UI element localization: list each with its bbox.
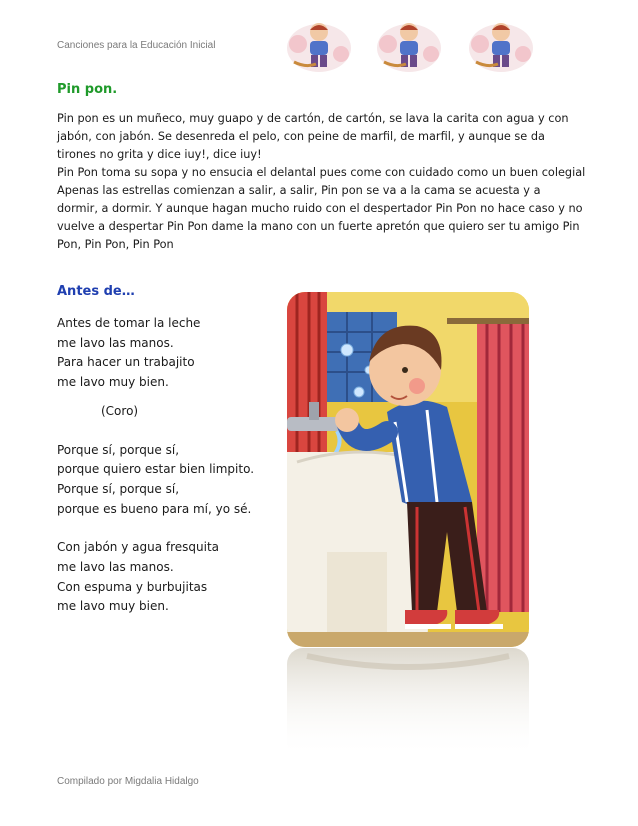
- verse-line: Antes de tomar la leche: [57, 316, 201, 330]
- song-lyrics-antes-de: [57, 314, 254, 617]
- verse-line: me lavo muy bien.: [57, 375, 169, 390]
- chorus-line: Porque sí, porque sí,: [57, 481, 180, 496]
- header-clipart-3: [468, 14, 534, 74]
- verse-line: Con jabón y agua fresquita: [57, 540, 220, 555]
- lyric-line: dormir, a dormir. Y aunque hagan mucho ruido con el despertador Pin Pon no hace caso y no: [57, 202, 583, 215]
- stanza-gap: [57, 519, 254, 538]
- verse-line: me lavo las manos.: [57, 560, 174, 575]
- lyric-line: tirones no grita y dice iuy!, dice iuy!: [57, 148, 262, 161]
- illustration-reflection: [287, 648, 529, 758]
- chorus-label: (Coro): [101, 403, 139, 418]
- page-header: Canciones para la Educación Inicial: [57, 40, 216, 51]
- boy-washing-hands-illustration: [287, 292, 529, 647]
- verse-line: Para hacer un trabajito: [57, 355, 195, 370]
- verse-line: Con espuma y burbujitas: [57, 579, 208, 594]
- page-footer: Compilado por Migdalia Hidalgo: [57, 776, 199, 787]
- chorus-line: porque quiero estar bien limpito.: [57, 462, 255, 477]
- chorus-line: Porque sí, porque sí,: [57, 442, 180, 457]
- verse-line: me lavo muy bien.: [57, 599, 169, 614]
- lyric-line: Pin pon es un muñeco, muy guapo y de cartón, de cartón, se lava la carita con agua y con: [57, 112, 569, 125]
- song-lyrics-pin-pon: [57, 110, 587, 254]
- lyric-line: Apenas las estrellas comienzan a salir, a salir, Pin pon se va a la cama se acuesta y a: [57, 184, 541, 197]
- lyric-line: jabón, con jabón. Se desenreda el pelo, con peine de marfil, de marfil, y aunque se da: [57, 130, 545, 143]
- verse-line: me lavo las manos.: [57, 335, 174, 350]
- lyric-line: Pon, Pin Pon, Pin Pon: [57, 238, 174, 251]
- lyric-line: Pin Pon toma su sopa y no ensucia el delantal pues come con cuidado como un buen colegial: [57, 166, 586, 179]
- stanza-gap: [57, 422, 254, 441]
- chorus-line: porque es bueno para mí, yo sé.: [57, 501, 252, 516]
- song-title-antes-de: Antes de…: [57, 284, 135, 299]
- lyric-line: vuelve a despertar Pin Pon dame la mano con un fuerte apretón que quiero ser tu amigo Pin: [57, 220, 580, 233]
- header-clipart-1: [286, 14, 352, 74]
- header-clipart-2: [376, 14, 442, 74]
- song-title-pin-pon: Pin pon.: [57, 82, 118, 97]
